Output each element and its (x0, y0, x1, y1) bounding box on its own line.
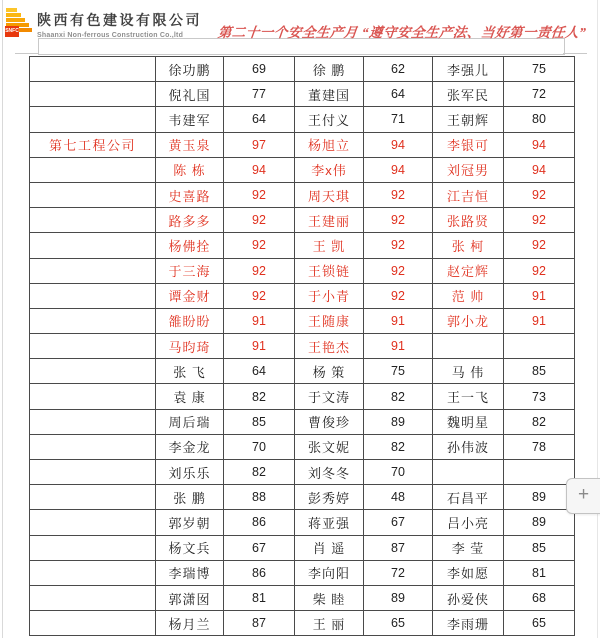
score-cell[interactable]: 81 (504, 560, 575, 585)
table-row (30, 258, 575, 283)
table-row (30, 535, 575, 560)
name-cell[interactable]: 张 飞 (156, 359, 224, 384)
score-cell[interactable]: 75 (504, 57, 575, 82)
table-row (30, 510, 575, 535)
company-cell[interactable] (30, 57, 156, 82)
name-cell[interactable]: 李强儿 (433, 57, 504, 82)
table-row (30, 460, 575, 485)
name-cell[interactable]: 郭潇囡 (156, 585, 224, 610)
score-cell[interactable]: 82 (364, 434, 433, 459)
name-cell[interactable]: 石昌平 (433, 485, 504, 510)
score-cell[interactable]: 68 (504, 585, 575, 610)
name-cell[interactable]: 王 丽 (295, 611, 364, 636)
score-cell[interactable]: 89 (504, 485, 575, 510)
score-cell[interactable]: 97 (224, 132, 295, 157)
score-cell[interactable]: 88 (224, 485, 295, 510)
table-row (30, 560, 575, 585)
score-cell[interactable]: 81 (224, 585, 295, 610)
name-cell[interactable]: 王朝辉 (433, 107, 504, 132)
name-cell[interactable]: 董建国 (295, 82, 364, 107)
name-cell[interactable]: 李如愿 (433, 560, 504, 585)
name-cell[interactable]: 赵定辉 (433, 258, 504, 283)
name-cell[interactable]: 王随康 (295, 308, 364, 333)
score-cell[interactable]: 86 (224, 560, 295, 585)
score-cell[interactable]: 94 (224, 157, 295, 182)
name-cell[interactable]: 杨月兰 (156, 611, 224, 636)
name-cell[interactable]: 孙爱侠 (433, 585, 504, 610)
score-cell[interactable]: 94 (364, 132, 433, 157)
name-cell[interactable]: 周天琪 (295, 182, 364, 207)
plus-button[interactable]: + (566, 478, 600, 514)
name-cell[interactable]: 路多多 (156, 208, 224, 233)
score-cell[interactable]: 89 (364, 585, 433, 610)
score-cell[interactable]: 89 (364, 409, 433, 434)
table-row (30, 585, 575, 610)
name-cell[interactable]: 魏明星 (433, 409, 504, 434)
table-row (30, 132, 575, 157)
company-cell[interactable] (30, 384, 156, 409)
company-cell[interactable] (30, 233, 156, 258)
score-cell[interactable]: 85 (504, 535, 575, 560)
score-cell[interactable]: 92 (224, 283, 295, 308)
company-cell[interactable] (30, 359, 156, 384)
score-cell[interactable]: 80 (504, 107, 575, 132)
score-cell[interactable]: 94 (364, 157, 433, 182)
score-cell[interactable]: 92 (224, 233, 295, 258)
company-cell[interactable] (30, 157, 156, 182)
page-right-edge (597, 0, 598, 638)
name-cell[interactable]: 王一飞 (433, 384, 504, 409)
name-cell[interactable]: 郭岁朝 (156, 510, 224, 535)
table-row (30, 107, 575, 132)
name-cell[interactable]: 李银可 (433, 132, 504, 157)
table-row (30, 82, 575, 107)
name-cell[interactable]: 马昀琦 (156, 334, 224, 359)
score-cell[interactable]: 70 (224, 434, 295, 459)
score-cell[interactable]: 67 (224, 535, 295, 560)
table-row (30, 208, 575, 233)
score-cell[interactable]: 92 (504, 208, 575, 233)
company-cell[interactable] (30, 535, 156, 560)
name-cell[interactable]: 范 帅 (433, 283, 504, 308)
page-left-edge (2, 0, 3, 638)
company-name-cn: 陕西有色建设有限公司 (37, 12, 202, 28)
table-row (30, 233, 575, 258)
table-row (30, 283, 575, 308)
name-cell[interactable]: 王艳杰 (295, 334, 364, 359)
score-cell[interactable]: 92 (224, 208, 295, 233)
table-row (30, 182, 575, 207)
name-cell[interactable]: 黄玉泉 (156, 132, 224, 157)
name-cell[interactable]: 杨 策 (295, 359, 364, 384)
score-cell[interactable]: 89 (504, 510, 575, 535)
score-cell[interactable]: 77 (224, 82, 295, 107)
company-cell[interactable] (30, 485, 156, 510)
score-cell[interactable]: 71 (364, 107, 433, 132)
name-cell[interactable]: 江吉恒 (433, 182, 504, 207)
company-cell[interactable] (30, 611, 156, 636)
name-cell[interactable] (433, 334, 504, 359)
score-cell[interactable]: 67 (364, 510, 433, 535)
score-cell[interactable]: 48 (364, 485, 433, 510)
company-logo-icon (5, 8, 32, 39)
score-table-body (30, 57, 575, 636)
logo-abbr: SNFC (5, 26, 19, 37)
company-cell[interactable] (30, 182, 156, 207)
name-cell[interactable]: 柴 睦 (295, 585, 364, 610)
score-cell[interactable]: 92 (364, 233, 433, 258)
name-cell[interactable]: 张 鹏 (156, 485, 224, 510)
table-row (30, 485, 575, 510)
company-cell[interactable] (30, 308, 156, 333)
name-cell[interactable]: 张 柯 (433, 233, 504, 258)
name-cell[interactable]: 张文妮 (295, 434, 364, 459)
company-cell[interactable] (30, 258, 156, 283)
name-cell[interactable]: 倪礼国 (156, 82, 224, 107)
company-cell[interactable] (30, 460, 156, 485)
name-cell[interactable]: 李向阳 (295, 560, 364, 585)
name-cell[interactable]: 郭小龙 (433, 308, 504, 333)
name-cell[interactable]: 马 伟 (433, 359, 504, 384)
name-cell[interactable]: 张路贤 (433, 208, 504, 233)
score-cell[interactable]: 94 (504, 157, 575, 182)
score-cell[interactable]: 82 (224, 384, 295, 409)
score-cell[interactable]: 92 (504, 233, 575, 258)
letterhead (5, 8, 202, 39)
score-cell[interactable]: 85 (504, 359, 575, 384)
table-row (30, 359, 575, 384)
score-cell[interactable]: 92 (224, 182, 295, 207)
name-cell[interactable]: 雒盼盼 (156, 308, 224, 333)
score-cell[interactable]: 85 (224, 409, 295, 434)
name-cell[interactable] (433, 460, 504, 485)
safety-month-slogan: 第二十一个安全生产月 “遵守安全生产法、当好第一责任人” (216, 25, 587, 40)
table-row (30, 334, 575, 359)
table-row (30, 434, 575, 459)
name-cell[interactable]: 徐 鹏 (295, 57, 364, 82)
score-cell[interactable]: 87 (224, 611, 295, 636)
name-cell[interactable]: 王建丽 (295, 208, 364, 233)
company-cell[interactable] (30, 585, 156, 610)
name-cell[interactable]: 徐功鹏 (156, 57, 224, 82)
name-cell[interactable]: 谭金财 (156, 283, 224, 308)
score-cell[interactable]: 92 (364, 283, 433, 308)
name-cell[interactable]: 蒋亚强 (295, 510, 364, 535)
company-cell[interactable] (30, 283, 156, 308)
name-cell[interactable]: 李金龙 (156, 434, 224, 459)
margin-tick-right (563, 53, 587, 54)
table-row (30, 57, 575, 82)
name-cell[interactable]: 李瑞博 (156, 560, 224, 585)
score-cell[interactable]: 94 (504, 132, 575, 157)
name-cell[interactable]: 于文涛 (295, 384, 364, 409)
company-cell[interactable] (30, 560, 156, 585)
table-row (30, 157, 575, 182)
score-cell[interactable]: 91 (504, 308, 575, 333)
name-cell[interactable]: 杨文兵 (156, 535, 224, 560)
name-cell[interactable]: 袁 康 (156, 384, 224, 409)
score-cell[interactable]: 91 (224, 308, 295, 333)
score-cell[interactable]: 91 (224, 334, 295, 359)
score-table (29, 56, 575, 636)
score-cell[interactable]: 82 (224, 460, 295, 485)
score-cell[interactable]: 72 (504, 82, 575, 107)
name-cell[interactable]: 刘乐乐 (156, 460, 224, 485)
name-cell[interactable]: 李雨珊 (433, 611, 504, 636)
score-cell[interactable]: 78 (504, 434, 575, 459)
company-cell[interactable] (30, 208, 156, 233)
score-cell[interactable]: 92 (364, 182, 433, 207)
score-cell[interactable]: 64 (224, 107, 295, 132)
score-cell[interactable]: 70 (364, 460, 433, 485)
score-cell[interactable]: 87 (364, 535, 433, 560)
name-cell[interactable]: 杨佛拴 (156, 233, 224, 258)
name-cell[interactable]: 王付义 (295, 107, 364, 132)
company-name-en: Shaanxi Non-ferrous Construction Co.,ltd (37, 32, 184, 39)
margin-tick-left (15, 53, 38, 54)
name-cell[interactable]: 张军民 (433, 82, 504, 107)
name-cell[interactable]: 史喜路 (156, 182, 224, 207)
name-cell[interactable]: 刘冬冬 (295, 460, 364, 485)
score-cell[interactable]: 92 (364, 258, 433, 283)
company-cell[interactable] (30, 434, 156, 459)
score-cell[interactable]: 72 (364, 560, 433, 585)
name-cell[interactable]: 杨旭立 (295, 132, 364, 157)
name-cell[interactable]: 王 凯 (295, 233, 364, 258)
score-cell[interactable]: 92 (504, 182, 575, 207)
name-cell[interactable]: 于三海 (156, 258, 224, 283)
score-cell[interactable]: 75 (364, 359, 433, 384)
name-cell[interactable]: 孙伟波 (433, 434, 504, 459)
table-row (30, 384, 575, 409)
table-row (30, 308, 575, 333)
score-cell[interactable]: 73 (504, 384, 575, 409)
name-cell[interactable]: 陈 栋 (156, 157, 224, 182)
score-cell[interactable] (504, 334, 575, 359)
score-cell[interactable]: 92 (224, 258, 295, 283)
score-cell[interactable]: 62 (364, 57, 433, 82)
name-cell[interactable]: 周后瑞 (156, 409, 224, 434)
score-cell[interactable]: 92 (364, 208, 433, 233)
company-cell[interactable] (30, 82, 156, 107)
table-row (30, 611, 575, 636)
score-cell[interactable] (504, 460, 575, 485)
name-cell[interactable]: 刘冠男 (433, 157, 504, 182)
name-cell[interactable]: 吕小亮 (433, 510, 504, 535)
name-cell[interactable]: 肖 遥 (295, 535, 364, 560)
name-cell[interactable]: 李 莹 (433, 535, 504, 560)
table-row (30, 409, 575, 434)
company-cell[interactable] (30, 107, 156, 132)
score-cell[interactable]: 65 (504, 611, 575, 636)
score-cell[interactable]: 91 (364, 308, 433, 333)
score-cell[interactable]: 91 (364, 334, 433, 359)
name-cell[interactable]: 韦建军 (156, 107, 224, 132)
score-cell[interactable]: 82 (364, 384, 433, 409)
company-cell[interactable] (30, 409, 156, 434)
score-cell[interactable]: 86 (224, 510, 295, 535)
name-cell[interactable]: 于小青 (295, 283, 364, 308)
company-cell[interactable] (30, 510, 156, 535)
company-cell[interactable]: 第七工程公司 (30, 132, 156, 157)
score-cell[interactable]: 91 (504, 283, 575, 308)
score-cell[interactable]: 82 (504, 409, 575, 434)
name-cell[interactable]: 彭秀婷 (295, 485, 364, 510)
score-cell[interactable]: 64 (224, 359, 295, 384)
score-cell[interactable]: 92 (504, 258, 575, 283)
score-cell[interactable]: 65 (364, 611, 433, 636)
company-cell[interactable] (30, 334, 156, 359)
score-cell[interactable]: 69 (224, 57, 295, 82)
name-cell[interactable]: 曹俊珍 (295, 409, 364, 434)
score-cell[interactable]: 64 (364, 82, 433, 107)
name-cell[interactable]: 王锁链 (295, 258, 364, 283)
name-cell[interactable]: 李x伟 (295, 157, 364, 182)
